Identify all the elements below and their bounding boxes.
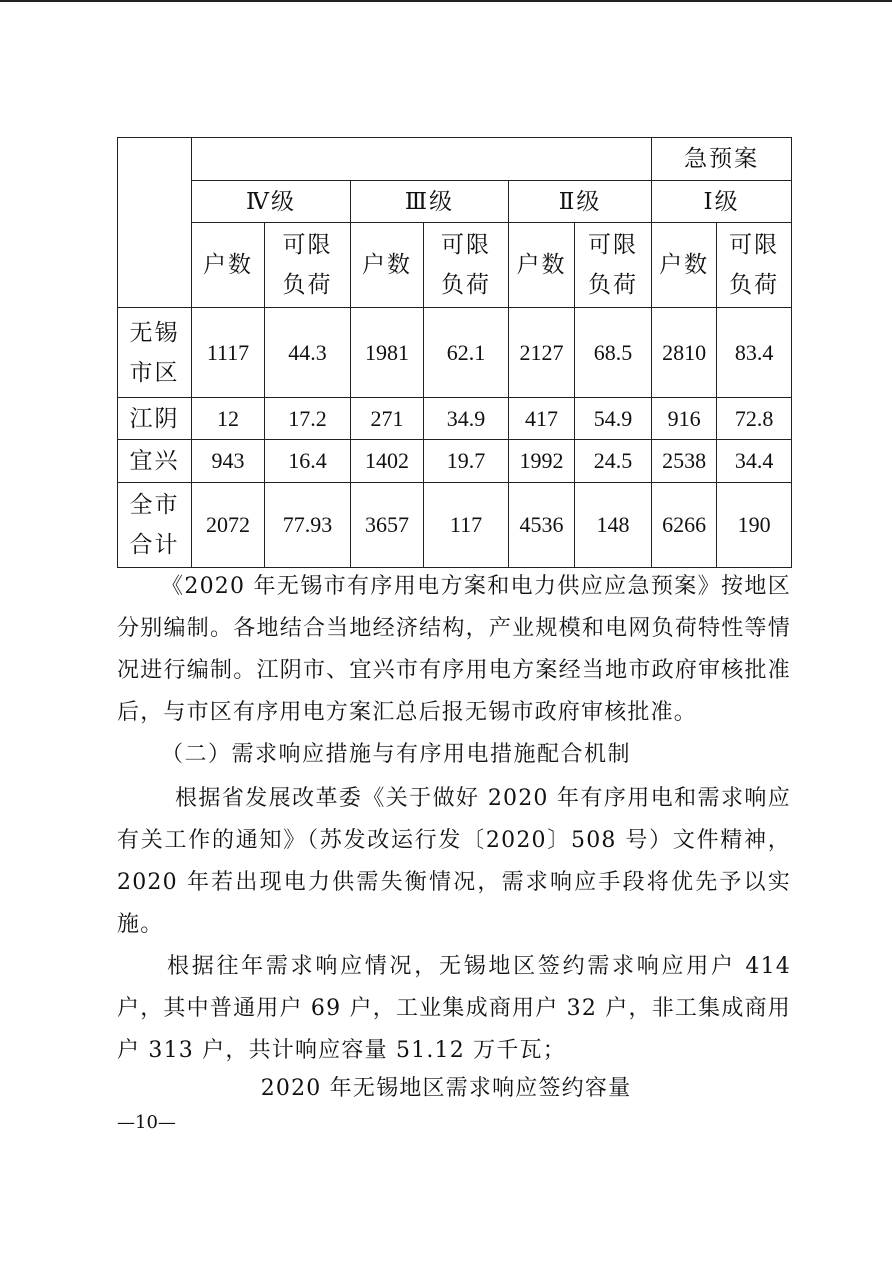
value-cell: 54.9	[575, 398, 652, 440]
sub-header-households: 户数	[192, 223, 265, 308]
value-cell: 24.5	[575, 440, 652, 483]
value-cell: 916	[652, 398, 717, 440]
value-cell: 117	[424, 483, 509, 568]
value-cell: 148	[575, 483, 652, 568]
table-row	[118, 308, 792, 398]
level-4-header: Ⅳ级	[192, 181, 351, 223]
top-border-line	[0, 0, 892, 2]
level-1-header: Ⅰ级	[652, 181, 792, 223]
corner-cell	[118, 138, 192, 308]
sub-header-load: 可限 负荷	[424, 223, 509, 308]
value-cell: 16.4	[265, 440, 351, 483]
level-2-header: Ⅱ级	[509, 181, 652, 223]
region-cell: 无锡 市区	[118, 308, 192, 398]
value-cell: 190	[717, 483, 792, 568]
value-cell: 34.9	[424, 398, 509, 440]
table-row	[118, 483, 792, 568]
region-cell: 全市 合计	[118, 483, 192, 568]
level-3-header: Ⅲ级	[351, 181, 509, 223]
value-cell: 19.7	[424, 440, 509, 483]
value-cell: 2127	[509, 308, 575, 398]
sub-header-households: 户数	[509, 223, 575, 308]
value-cell: 943	[192, 440, 265, 483]
table-row	[118, 440, 792, 483]
sub-header-load: 可限 负荷	[717, 223, 792, 308]
table-row	[118, 398, 792, 440]
paragraph-signed-users: 根据往年需求响应情况，无锡地区签约需求响应用户 414 户，其中普通用户 69 户，工业集成商用户 32 户，非工集成商用户 313 户，共计响应容量 51.12 万千瓦；	[117, 954, 791, 1063]
value-cell: 2072	[192, 483, 265, 568]
value-cell: 1981	[351, 308, 424, 398]
header-blank-cell	[192, 138, 652, 181]
paragraph-demand-response-policy: 根据省发展改革委《关于做好 2020 年有序用电和需求响应有关工作的通知》（苏发改运行发〔2020〕508 号）文件精神，2020 年若出现电力供需失衡情况，需求响应手段将优先予以实施。	[117, 786, 791, 937]
value-cell: 2538	[652, 440, 717, 483]
region-cell: 宜兴	[118, 440, 192, 483]
value-cell: 6266	[652, 483, 717, 568]
value-cell: 12	[192, 398, 265, 440]
value-cell: 68.5	[575, 308, 652, 398]
value-cell: 271	[351, 398, 424, 440]
value-cell: 3657	[351, 483, 424, 568]
paragraph-plan-compilation: 《2020 年无锡市有序用电方案和电力供应应急预案》按地区分别编制。各地结合当地经济结构，产业规模和电网负荷特性等情况进行编制。江阴市、宜兴市有序用电方案经当地市政府审核批准后，与市区有序用电方案汇总后报无锡市政府审核批准。	[117, 574, 791, 725]
sub-header-households: 户数	[351, 223, 424, 308]
sub-header-load: 可限 负荷	[575, 223, 652, 308]
value-cell: 1117	[192, 308, 265, 398]
region-cell: 江阴	[118, 398, 192, 440]
value-cell: 62.1	[424, 308, 509, 398]
value-cell: 77.93	[265, 483, 351, 568]
sub-header-load: 可限 负荷	[265, 223, 351, 308]
section-heading: （二）需求响应措施与有序用电措施配合机制	[161, 742, 632, 767]
value-cell: 1992	[509, 440, 575, 483]
header-emergency-plan: 急预案	[652, 138, 792, 181]
value-cell: 34.4	[717, 440, 792, 483]
value-cell: 83.4	[717, 308, 792, 398]
sub-header-households: 户数	[652, 223, 717, 308]
value-cell: 44.3	[265, 308, 351, 398]
value-cell: 1402	[351, 440, 424, 483]
page-number: —10—	[117, 1112, 176, 1133]
value-cell: 4536	[509, 483, 575, 568]
value-cell: 2810	[652, 308, 717, 398]
load-shedding-table	[117, 137, 792, 568]
table-caption: 2020 年无锡地区需求响应签约容量	[260, 1076, 632, 1101]
value-cell: 417	[509, 398, 575, 440]
value-cell: 72.8	[717, 398, 792, 440]
value-cell: 17.2	[265, 398, 351, 440]
